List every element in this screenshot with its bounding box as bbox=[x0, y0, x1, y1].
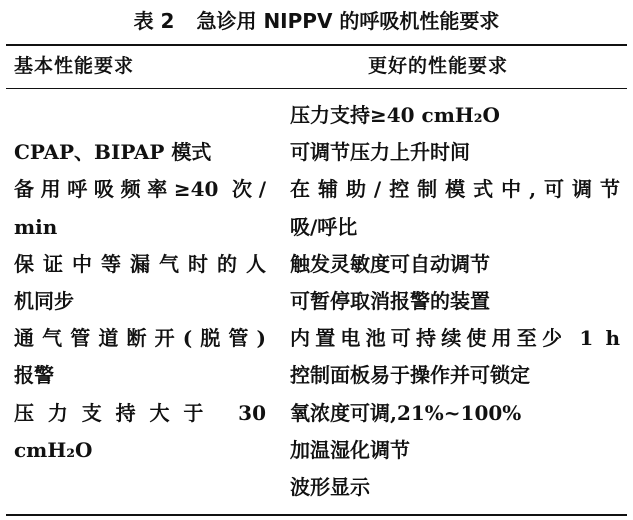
table-caption bbox=[0, 6, 633, 36]
better-line: 可调节压力上升时间 bbox=[290, 140, 470, 165]
better-line: 在辅助/控制模式中,可调节 bbox=[290, 177, 620, 202]
caption-label: 表 2 bbox=[133, 9, 175, 33]
better-requirements-column bbox=[290, 97, 620, 506]
basic-line: 机同步 bbox=[14, 288, 74, 313]
top-rule bbox=[6, 44, 627, 46]
basic-line: 压力支持大于 30 bbox=[14, 400, 266, 425]
basic-line bbox=[14, 97, 266, 134]
better-line: 内置电池可持续使用至少 1 h bbox=[290, 326, 620, 351]
caption-title: 急诊用 NIPPV 的呼吸机性能要求 bbox=[196, 9, 500, 33]
bottom-rule bbox=[6, 514, 627, 516]
column-header-better: 更好的性能要求 bbox=[368, 55, 509, 77]
basic-line: cmH₂O bbox=[14, 437, 93, 462]
better-line: 可暂停取消报警的装置 bbox=[290, 288, 490, 313]
better-line: 控制面板易于操作并可锁定 bbox=[290, 363, 530, 388]
better-line: 氧浓度可调,21%~100% bbox=[290, 400, 522, 425]
basic-line: 备用呼吸频率≥40 次/ bbox=[14, 177, 266, 202]
basic-line: 报警 bbox=[14, 363, 54, 388]
better-line: 加温湿化调节 bbox=[290, 437, 410, 462]
better-line: 压力支持≥40 cmH₂O bbox=[290, 103, 500, 127]
better-line: 触发灵敏度可自动调节 bbox=[290, 251, 490, 276]
basic-line: 保证中等漏气时的人 bbox=[14, 251, 266, 276]
better-line: 吸/呼比 bbox=[290, 214, 358, 239]
column-header-basic: 基本性能要求 bbox=[14, 55, 135, 77]
basic-requirements-column bbox=[14, 97, 266, 506]
better-line: 波形显示 bbox=[290, 474, 370, 499]
basic-line: min bbox=[14, 214, 58, 239]
basic-line: CPAP、BIPAP 模式 bbox=[14, 140, 212, 165]
header-rule bbox=[6, 88, 627, 89]
basic-line bbox=[14, 469, 266, 506]
basic-line: 通气管道断开(脱管) bbox=[14, 326, 266, 351]
